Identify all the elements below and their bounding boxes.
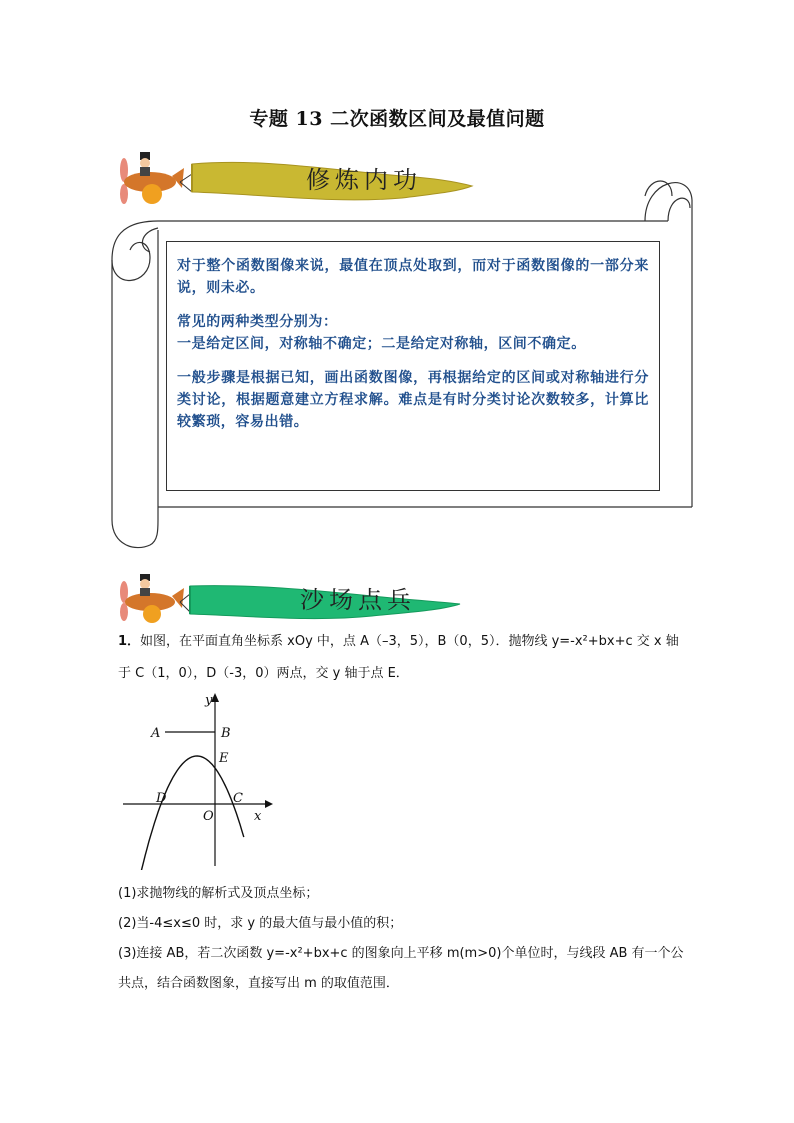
problem-number: 1． <box>118 634 141 649</box>
label-c: C <box>233 791 243 806</box>
plane-banner-section2 <box>112 574 472 626</box>
intro-paragraph-2a: 常见的两种类型分别为： <box>177 314 338 330</box>
label-d: D <box>156 791 167 806</box>
parabola-curve <box>132 756 244 870</box>
label-b: B <box>221 726 231 741</box>
page-title: 专题 13 二次函数区间及最值问题 <box>249 108 545 130</box>
intro-paragraph-2b: 一是给定区间，对称轴不确定；二是给定对称轴，区间不确定。 <box>177 336 586 352</box>
question-1: (1)求抛物线的解析式及顶点坐标； <box>118 886 319 901</box>
question-3-line1: (3)连接 AB，若二次函数 y=-x²+bx+c 的图象向上平移 m(m>0)个单位时，与线段 AB 有一个公 <box>118 946 684 961</box>
label-o: O <box>203 809 214 824</box>
label-e: E <box>219 751 229 766</box>
question-2: (2)当-4≤x≤0 时，求 y 的最大值与最小值的积； <box>118 916 403 931</box>
label-x: x <box>254 809 262 824</box>
parabola-graph <box>115 690 285 870</box>
intro-paragraph-3: 一般步骤是根据已知，画出函数图像，再根据给定的区间或对称轴进行分类讨论，根据题意建立方程求解。难点是有时分类讨论次数较多，计算比较繁琐，容易出错。 <box>177 370 649 430</box>
problem1-line1: 如图，在平面直角坐标系 xOy 中，点 A（–3，5），B（0，5）．抛物线 y=-x²+bx+c 交 x 轴 <box>140 634 679 649</box>
intro-paragraph-1: 对于整个函数图像来说，最值在顶点处取到，而对于函数图像的一部分来说，则未必。 <box>177 258 649 296</box>
problem1-stem <box>118 632 688 652</box>
label-a: A <box>151 726 161 741</box>
label-y: y <box>205 693 213 708</box>
question-3-line2: 共点，结合函数图象，直接写出 m 的取值范围． <box>118 976 399 991</box>
section2-banner-text: 沙场点兵 <box>300 586 416 614</box>
intro-box <box>166 241 660 491</box>
section1-banner-text: 修炼内功 <box>306 166 422 194</box>
problem1-stem-line2: 于 C（1，0），D（-3，0）两点，交 y 轴于点 E． <box>118 666 409 681</box>
